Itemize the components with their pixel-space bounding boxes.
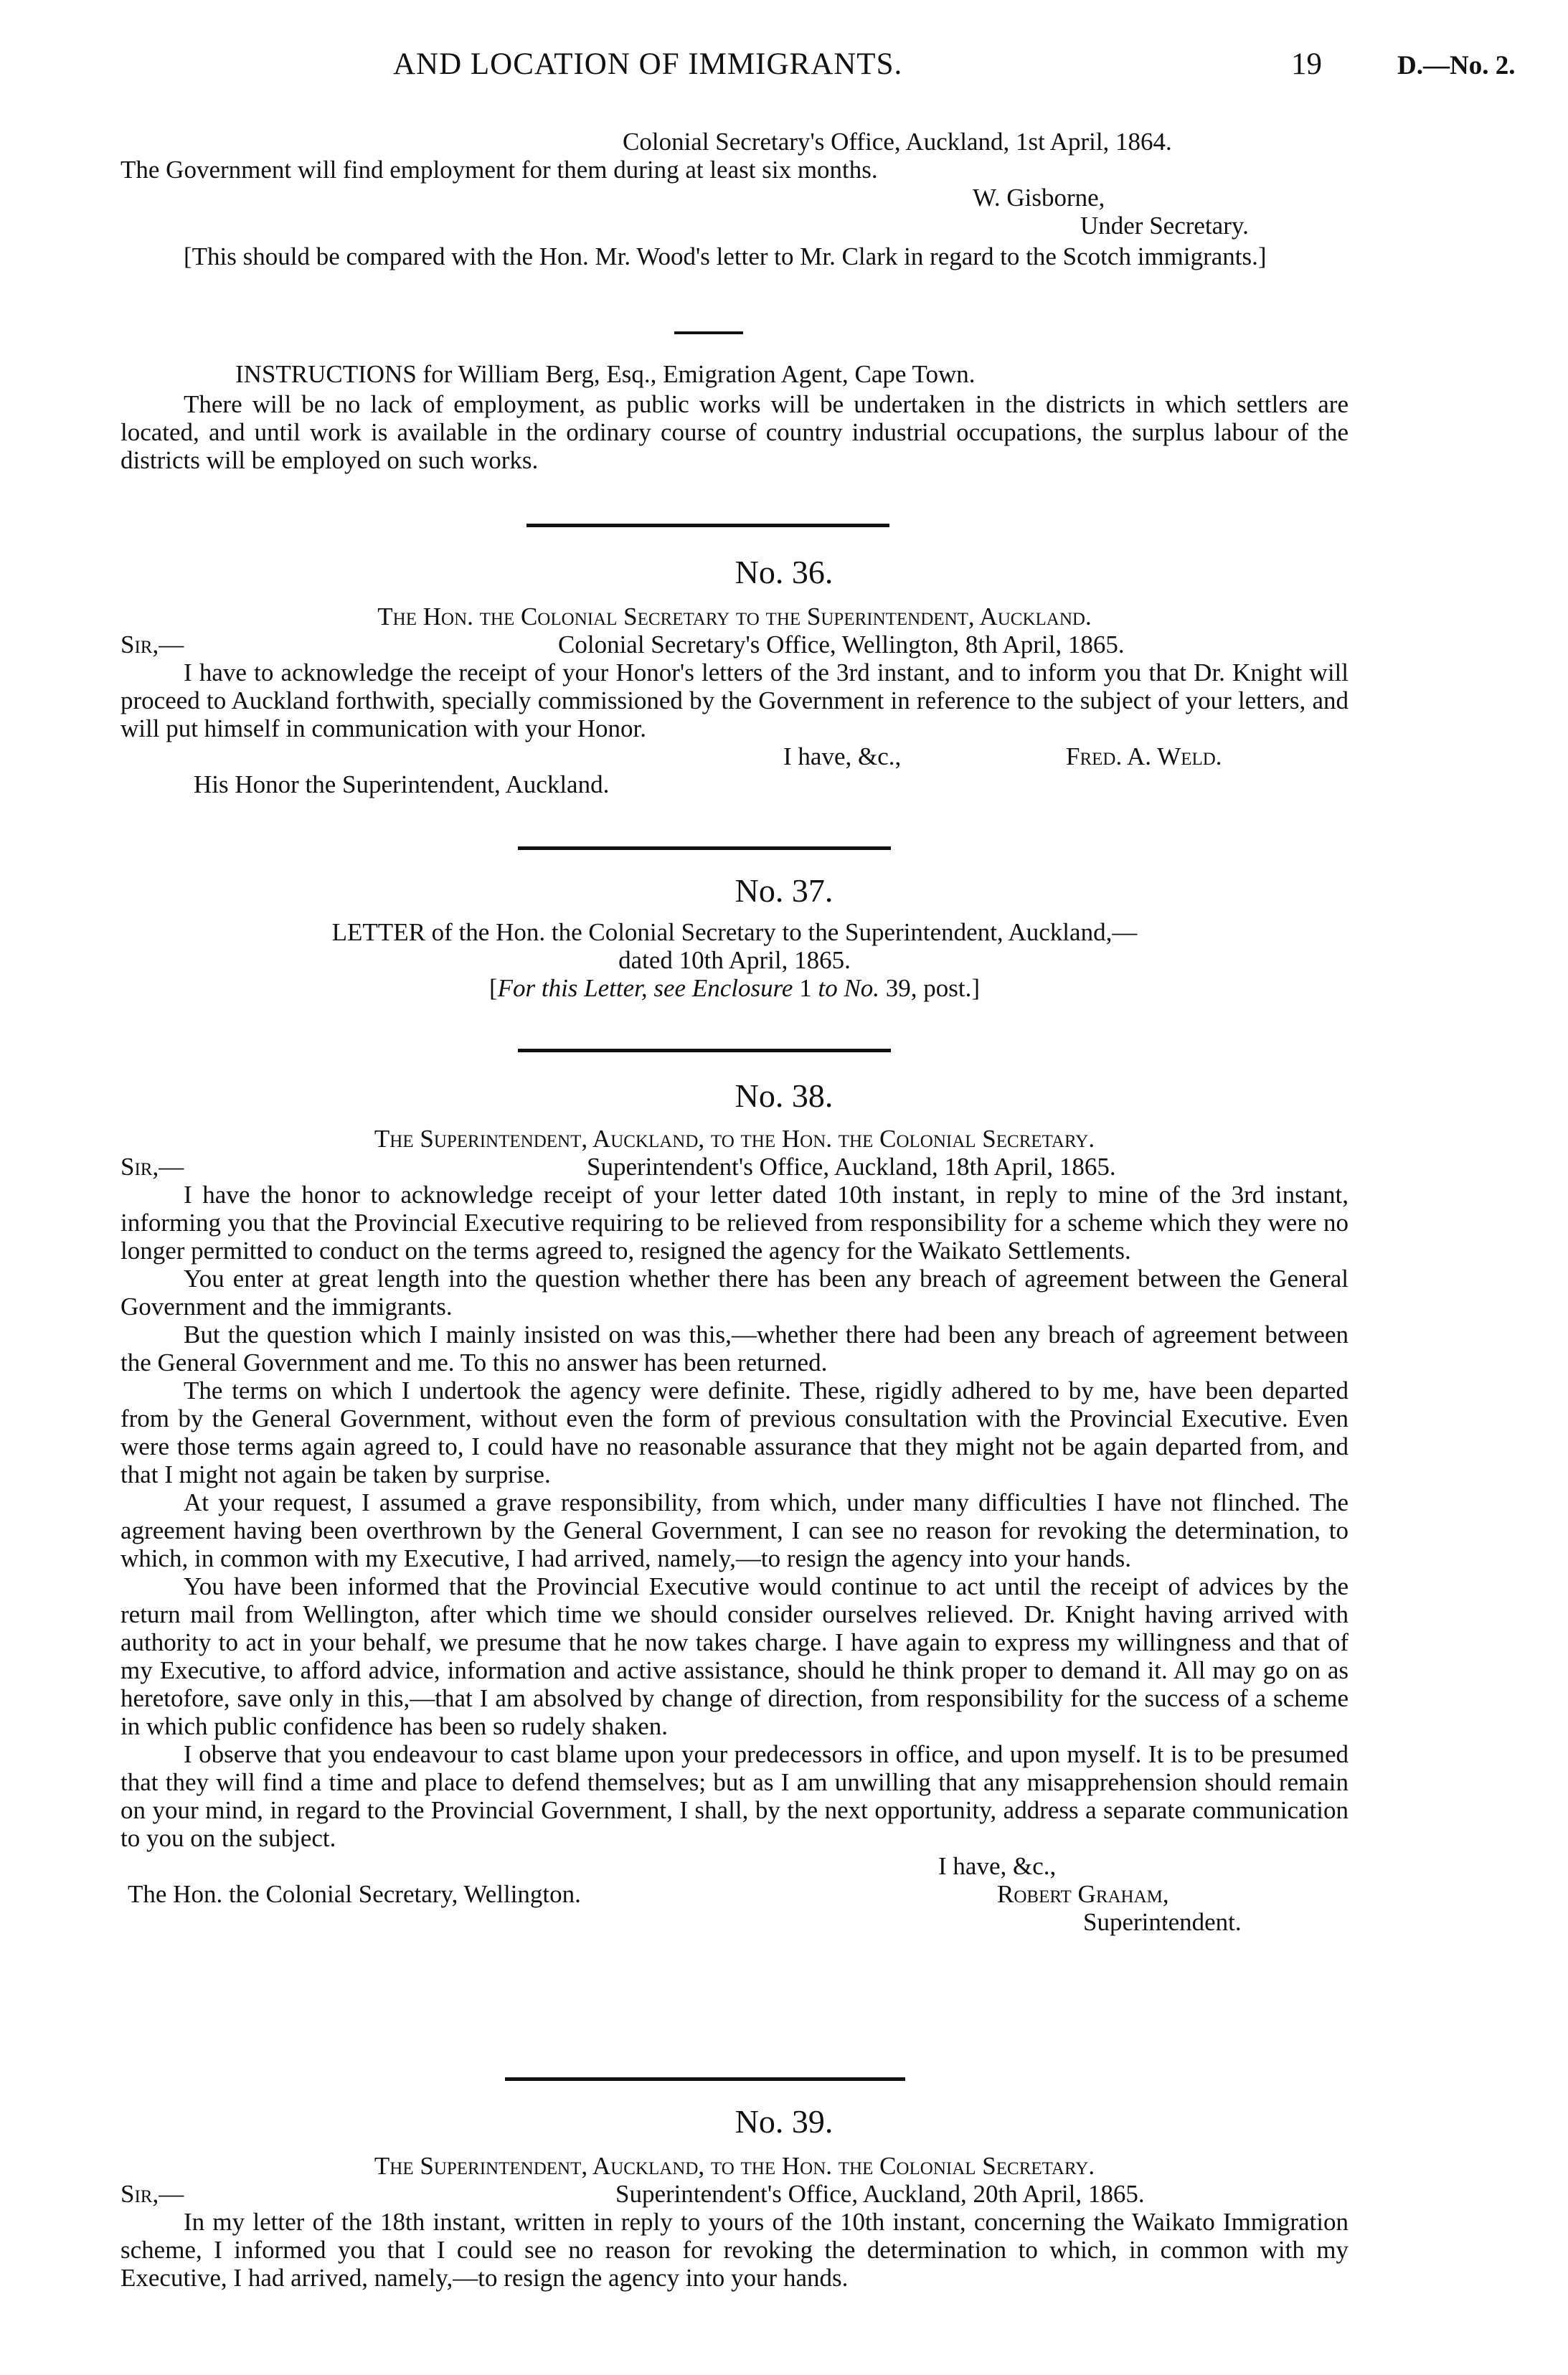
document-reference: D.—No. 2. [1397,51,1516,80]
letter-37-reference: [For this Letter, see Enclosure 1 to No. 39, post.] [488,974,981,1002]
intro-body: The Government will find employment for them during at least six months. [121,156,878,184]
letter-36-salutation: Sir,— [121,631,184,658]
letter-36-signature: Fred. A. Weld. [1066,742,1222,770]
letter-36-closing: I have, &c., [783,742,902,770]
instructions-body: There will be no lack of employment, as public works will be undertaken in the districts in which settlers are located, and until work is available in the ordinary course of country industrial occupations, the surplus labour of the districts will be employed on such works. [121,390,1349,474]
running-header-title: AND LOCATION OF IMMIGRANTS. [393,47,903,81]
letter-39-salutation: Sir,— [121,2180,184,2208]
intro-section [121,128,1349,270]
letter-38-signature: Robert Graham, [997,1880,1169,1908]
letter-38-paragraph: The terms on which I undertook the agency were definite. These, rigidly adhered to by me, have been departed from by the General Government, without even the form of previous consultation with the Provincial Executive. Even were those terms again agreed to, I could have no reasonable assurance that they might not be again departed from, and that I might not again be taken by surprise. [121,1377,1349,1488]
letter-38-closing: I have, &c., [938,1852,1057,1880]
letter-number-38: No. 38. [735,1077,833,1114]
letter-36-dateline: Colonial Secretary's Office, Wellington, 8th April, 1865. [558,631,1125,658]
section-divider [526,524,889,527]
letter-36-addressee: His Honor the Superintendent, Auckland. [194,770,610,798]
letter-39-body: In my letter of the 18th instant, written in reply to yours of the 10th instant, concerning the Waikato Immigration scheme, I informed you that I could see no reason for revoking the determination to which, in common with my Executive, I had arrived, namely,—to resign the agency into your hands. [121,2208,1349,2292]
section-divider [518,1049,891,1052]
section-divider [674,331,743,334]
letter-38-signature-title: Superintendent. [1083,1908,1242,1936]
letter-39-subtitle: The Superintendent, Auckland, to the Hon. the Colonial Secretary. [374,2152,1095,2180]
letter-36 [121,603,1349,798]
letter-39 [121,2152,1349,2292]
section-divider [505,2077,905,2081]
letter-38-paragraph: I have the honor to acknowledge receipt of your letter dated 10th instant, in reply to mine of the 3rd instant, informing you that the Provincial Executive requiring to be relieved from responsibility for a scheme which they were no longer permitted to conduct on the terms agreed to, resigned the agency for the Waikato Settlements. [121,1181,1349,1265]
letter-37-subtitle-line2: dated 10th April, 1865. [618,946,851,974]
letter-37-subtitle-line1: LETTER of the Hon. the Colonial Secretary to the Superintendent, Auckland,— [331,918,1138,946]
letter-number-36: No. 36. [735,554,833,590]
letter-38-salutation: Sir,— [121,1153,184,1181]
instructions-section [121,360,1349,474]
letter-number-39: No. 39. [735,2103,833,2140]
letter-37 [121,918,1349,1002]
letter-38-paragraph: I observe that you endeavour to cast blame upon your predecessors in office, and upon myself. It is to be presumed that they will find a time and place to defend themselves; but as I am unwilling that any misapprehension should remain on your mind, in regard to the Provincial Government, I shall, by the next opportunity, address a separate communication to you on the subject. [121,1740,1349,1852]
letter-38-paragraph: You have been informed that the Provincial Executive would continue to act until the receipt of advices by the return mail from Wellington, after which time we should consider ourselves relieved. Dr. Knight having arrived with authority to act in your behalf, we presume that he now takes charge. I have again to express my willingness and that of my Executive, to afford advice, information and active assistance, should he think proper to demand it. All may go on as heretofore, save only in this,—that I am absolved by change of direction, from responsibility for the success of a scheme in which public confidence has been so rudely shaken. [121,1572,1349,1740]
intro-note: [This should be compared with the Hon. Mr. Wood's letter to Mr. Clark in regard to the Scotch immigrants.] [184,242,1267,270]
letter-39-dateline: Superintendent's Office, Auckland, 20th April, 1865. [615,2180,1145,2208]
page-number: 19 [1291,47,1322,81]
instructions-title: INSTRUCTIONS for William Berg, Esq., Emigration Agent, Cape Town. [235,360,976,388]
letter-36-subtitle: The Hon. the Colonial Secretary to the Superintendent, Auckland. [377,603,1092,631]
letter-38-dateline: Superintendent's Office, Auckland, 18th April, 1865. [587,1153,1116,1181]
letter-number-37: No. 37. [735,872,833,909]
letter-36-body: I have to acknowledge the receipt of your Honor's letters of the 3rd instant, and to inform you that Dr. Knight will proceed to Auckland forthwith, specially commissioned by the Government in reference to the subject of your letters, and will put himself in communication with your Honor. [121,658,1349,742]
letter-38-paragraph: You enter at great length into the question whether there has been any breach of agreement between the General Government and the immigrants. [121,1265,1349,1321]
letter-38 [121,1125,1349,1936]
letter-38-paragraph: At your request, I assumed a grave responsibility, from which, under many difficulties I have not flinched. The agreement having been overthrown by the General Government, I can see no reason for revoking the determination, to which, in common with my Executive, I had arrived, namely,—to resign the agency into your hands. [121,1488,1349,1572]
letter-38-addressee: The Hon. the Colonial Secretary, Wellington. [128,1880,581,1908]
intro-dateline: Colonial Secretary's Office, Auckland, 1st April, 1864. [623,128,1172,156]
letter-38-paragraph: But the question which I mainly insisted on was this,—whether there had been any breach of agreement between the General Government and me. To this no answer has been returned. [121,1321,1349,1377]
letter-38-subtitle: The Superintendent, Auckland, to the Hon. the Colonial Secretary. [374,1125,1095,1153]
section-divider [518,846,891,850]
intro-signature: W. Gisborne, [973,184,1105,212]
intro-signature-title: Under Secretary. [1080,212,1249,240]
